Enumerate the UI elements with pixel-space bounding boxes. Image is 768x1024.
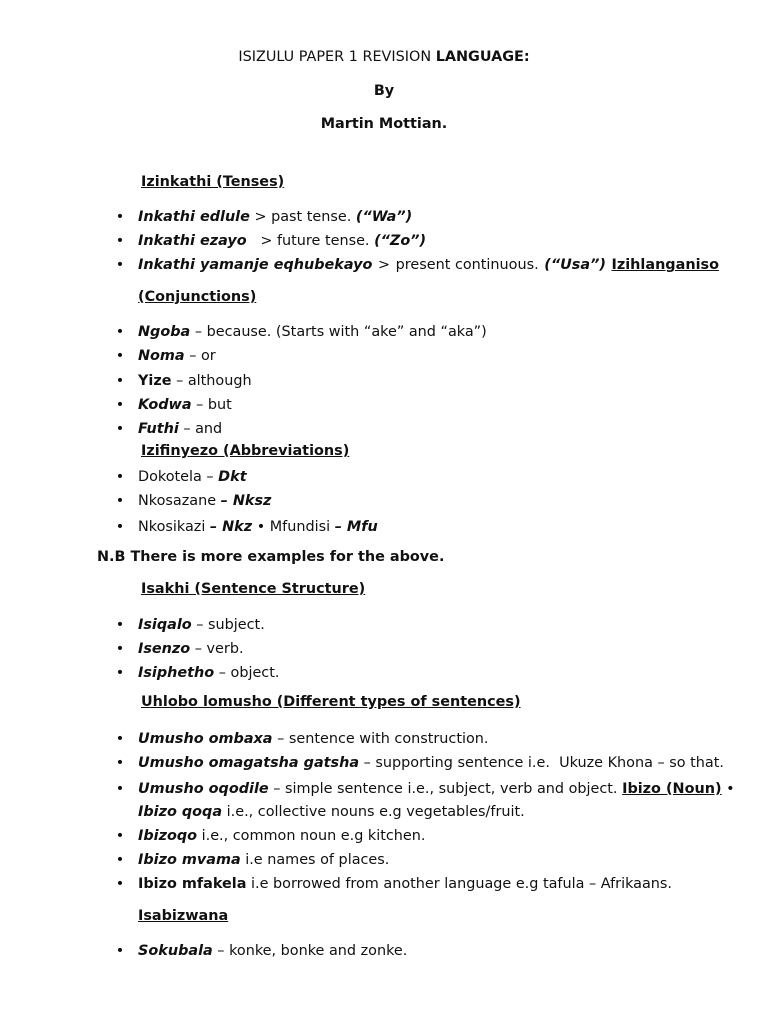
tense-term: Inkathi edlule [138, 209, 250, 225]
term: Sokubala [138, 943, 213, 959]
separator: • [721, 781, 735, 797]
list-item [138, 492, 271, 510]
word: Nkosikazi [138, 519, 210, 535]
list-item [138, 942, 407, 960]
by-line: By [373, 83, 395, 99]
tense-mid: present continuous. [395, 257, 539, 273]
word: Nkosazane [138, 493, 221, 509]
definition: – subject. [191, 617, 265, 633]
abbreviations-heading: Izifinyezo (Abbreviations) [141, 443, 350, 459]
definition: – simple sentence i.e., subject, verb and object. [268, 781, 623, 797]
definition: – or [184, 348, 216, 364]
definition: i.e., collective nouns e.g vegetables/fruit. [222, 804, 525, 820]
tenses-heading: Izinkathi (Tenses) [141, 174, 285, 190]
bullet-icon: • [115, 257, 125, 273]
list-item [138, 875, 672, 893]
term: Isiqalo [138, 617, 192, 633]
bullet-icon: • [115, 233, 125, 249]
list-item [138, 851, 389, 869]
tense-example: (“Wa”) [355, 209, 413, 225]
bullet-icon: • [115, 852, 125, 868]
title-bold: LANGUAGE: [435, 49, 530, 65]
note: N.B There is more examples for the above. [97, 549, 445, 565]
tense-example: (“Zo”) [374, 233, 427, 249]
definition: – object. [214, 665, 280, 681]
abbreviation: – Nksz [220, 493, 272, 509]
term: Umusho omagatsha gatsha [138, 755, 360, 771]
definition: – supporting sentence i.e. Ukuze Khona – so that. [359, 755, 724, 771]
term: Ibizo mfakela [138, 876, 247, 892]
definition: – verb. [190, 641, 244, 657]
bullet-icon: • [115, 421, 125, 437]
list-item [138, 616, 265, 634]
abbreviation: – Nkz [209, 519, 253, 535]
pronouns-heading: Isabizwana [138, 908, 229, 924]
list-item [138, 518, 378, 536]
types-heading: Uhlobo lomusho (Different types of sentences) [141, 694, 521, 710]
list-item [138, 420, 222, 438]
list-item-continuation [138, 803, 525, 821]
bullet-icon: • [115, 876, 125, 892]
document-title [0, 48, 768, 66]
list-item [138, 754, 724, 772]
list-item [138, 640, 244, 658]
word: Dokotela – [138, 469, 219, 485]
separator: • Mfundisi [252, 519, 335, 535]
bullet-icon: • [115, 731, 125, 747]
bullet-icon: • [115, 755, 125, 771]
bullet-icon: • [115, 641, 125, 657]
abbreviation: Dkt [218, 469, 247, 485]
tense-text: > past tense. [249, 209, 356, 225]
structure-heading: Isakhi (Sentence Structure) [141, 581, 366, 597]
term: Isenzo [138, 641, 191, 657]
definition: – and [178, 421, 223, 437]
list-item [138, 780, 735, 798]
term: Yize [138, 373, 172, 389]
term: Ibizoqo [138, 828, 198, 844]
definition: i.e., common noun e.g kitchen. [197, 828, 426, 844]
list-item [138, 468, 247, 486]
bullet-icon: • [115, 493, 125, 509]
definition: i.e names of places. [240, 852, 390, 868]
author: Martin Mottian. [320, 116, 448, 132]
bullet-icon: • [115, 519, 125, 535]
conjunctions-heading: (Conjunctions) [138, 289, 257, 305]
list-item [138, 232, 426, 250]
definition: – although [171, 373, 252, 389]
bullet-icon: • [115, 397, 125, 413]
term: Ibizo mvama [138, 852, 241, 868]
list-item [138, 372, 252, 390]
term: Ngoba [138, 324, 191, 340]
bullet-icon: • [115, 324, 125, 340]
term: Futhi [138, 421, 179, 437]
bullet-icon: • [115, 665, 125, 681]
bullet-icon: • [115, 469, 125, 485]
list-item [138, 347, 216, 365]
definition: – because. (Starts with “ake” and “aka”) [190, 324, 487, 340]
term: Umusho oqodile [138, 781, 269, 797]
abbreviation: – Mfu [334, 519, 378, 535]
list-item [138, 396, 232, 414]
tense-term: Inkathi ezayo [138, 233, 247, 249]
list-item [138, 256, 719, 274]
definition: – but [191, 397, 232, 413]
term: Noma [138, 348, 185, 364]
definition: – sentence with construction. [272, 731, 489, 747]
noun-heading: Ibizo (Noun) [622, 781, 722, 797]
bullet-icon: • [115, 209, 125, 225]
conjunctions-heading-start: Izihlanganiso [611, 257, 719, 273]
term: Isiphetho [138, 665, 215, 681]
list-item [138, 730, 488, 748]
bullet-icon: • [115, 943, 125, 959]
list-item [138, 208, 412, 226]
tense-text: > [378, 257, 391, 273]
bullet-icon: • [115, 828, 125, 844]
bullet-icon: • [115, 348, 125, 364]
tense-example: (“Usa”) [544, 257, 606, 273]
bullet-icon: • [115, 781, 125, 797]
definition: – konke, bonke and zonke. [212, 943, 408, 959]
tense-text: > future tense. [246, 233, 375, 249]
title-prefix: ISIZULU PAPER 1 REVISION [238, 49, 436, 65]
definition: i.e borrowed from another language e.g tafula – Afrikaans. [251, 876, 672, 892]
term: Kodwa [138, 397, 192, 413]
list-item [138, 664, 279, 682]
list-item [138, 323, 487, 341]
bullet-icon: • [115, 373, 125, 389]
term: Ibizo qoqa [138, 804, 223, 820]
tense-term: Inkathi yamanje eqhubekayo [138, 257, 373, 273]
bullet-icon: • [115, 617, 125, 633]
term: Umusho ombaxa [138, 731, 273, 747]
list-item [138, 827, 425, 845]
